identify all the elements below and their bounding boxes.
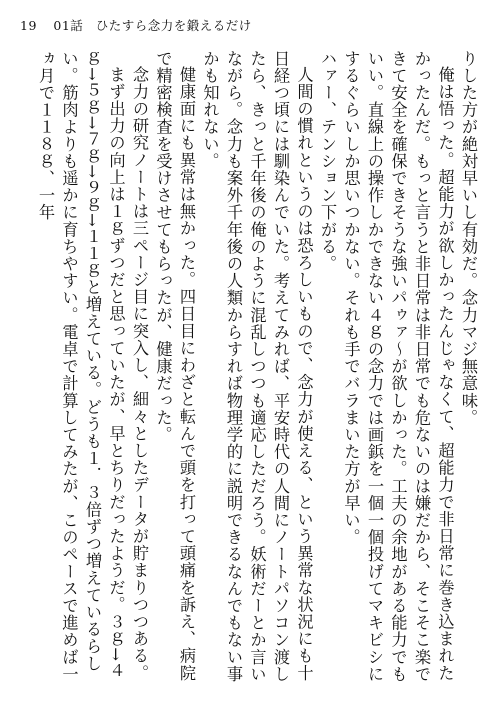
paragraph-6: 念力の研究ノートは三ページ目に突入し、細々としたデータが貯まりつつある。	[130, 66, 149, 682]
running-header	[20, 16, 480, 36]
paragraph-3: ハァー、テンション下がる。	[318, 50, 337, 273]
paragraph-5: 健康面にも異常は無かった。四日目にわざと転んで頭を打って頭痛を訴え、病院で精密検査を受けさせてもらったが、健康だった。	[153, 50, 196, 682]
paragraph-2: 俺は悟った。超能力が欲しかったんじゃなくて、超能力で非日常に巻き込まれたかったんだ。もっと言うと非日常は非日常でも危ないのは嫌だから、そこそこ楽できて安全を確保できそうな強いパゥァ～が欲しかった。工夫の余地がある能力でもいい。直線上の操作しかできない４ｇの念力では画鋲を一個一個投げてマキビシにするぐらいしか思いつかない。それも手でバラまいた方が早い。	[341, 50, 455, 683]
paragraph-1: りした方が絶対早いし有効だ。念力マジ無意味。	[459, 50, 478, 427]
paragraph-4: 人間の慣れというのは恐ろしいもので、念力が使える、という異常な状況にも十日経つ頃には馴染んでいた。考えてみれば、平安時代の人間にノートパソコン渡したら、きっと千年後の俺のように混乱しつつも適応しただろう。妖術だーとか言いながら。念力も案外千年後の人類からすれば物理学的に説明できるなんでもない事かも知れない。	[200, 50, 314, 683]
paragraph-7: まず出力の向上は１ｇずつだと思っていたが、早とちりだったようだ。３ｇ→４ｇ→５ｇ→７ｇ→９ｇ→１１ｇと増えている。どうも１．３倍ずつ増えているらしい。筋肉よりも遥かに育ちやすい。電卓で計算してみたが、このペースで進めば一ヵ月で１１８ｇ、一年	[36, 50, 126, 683]
chapter-title: ひたすら念力を鍛えるだけ	[95, 18, 252, 33]
vertical-body-text	[20, 50, 480, 689]
chapter-number: 01話	[53, 18, 84, 33]
page-number: 19	[20, 18, 37, 33]
